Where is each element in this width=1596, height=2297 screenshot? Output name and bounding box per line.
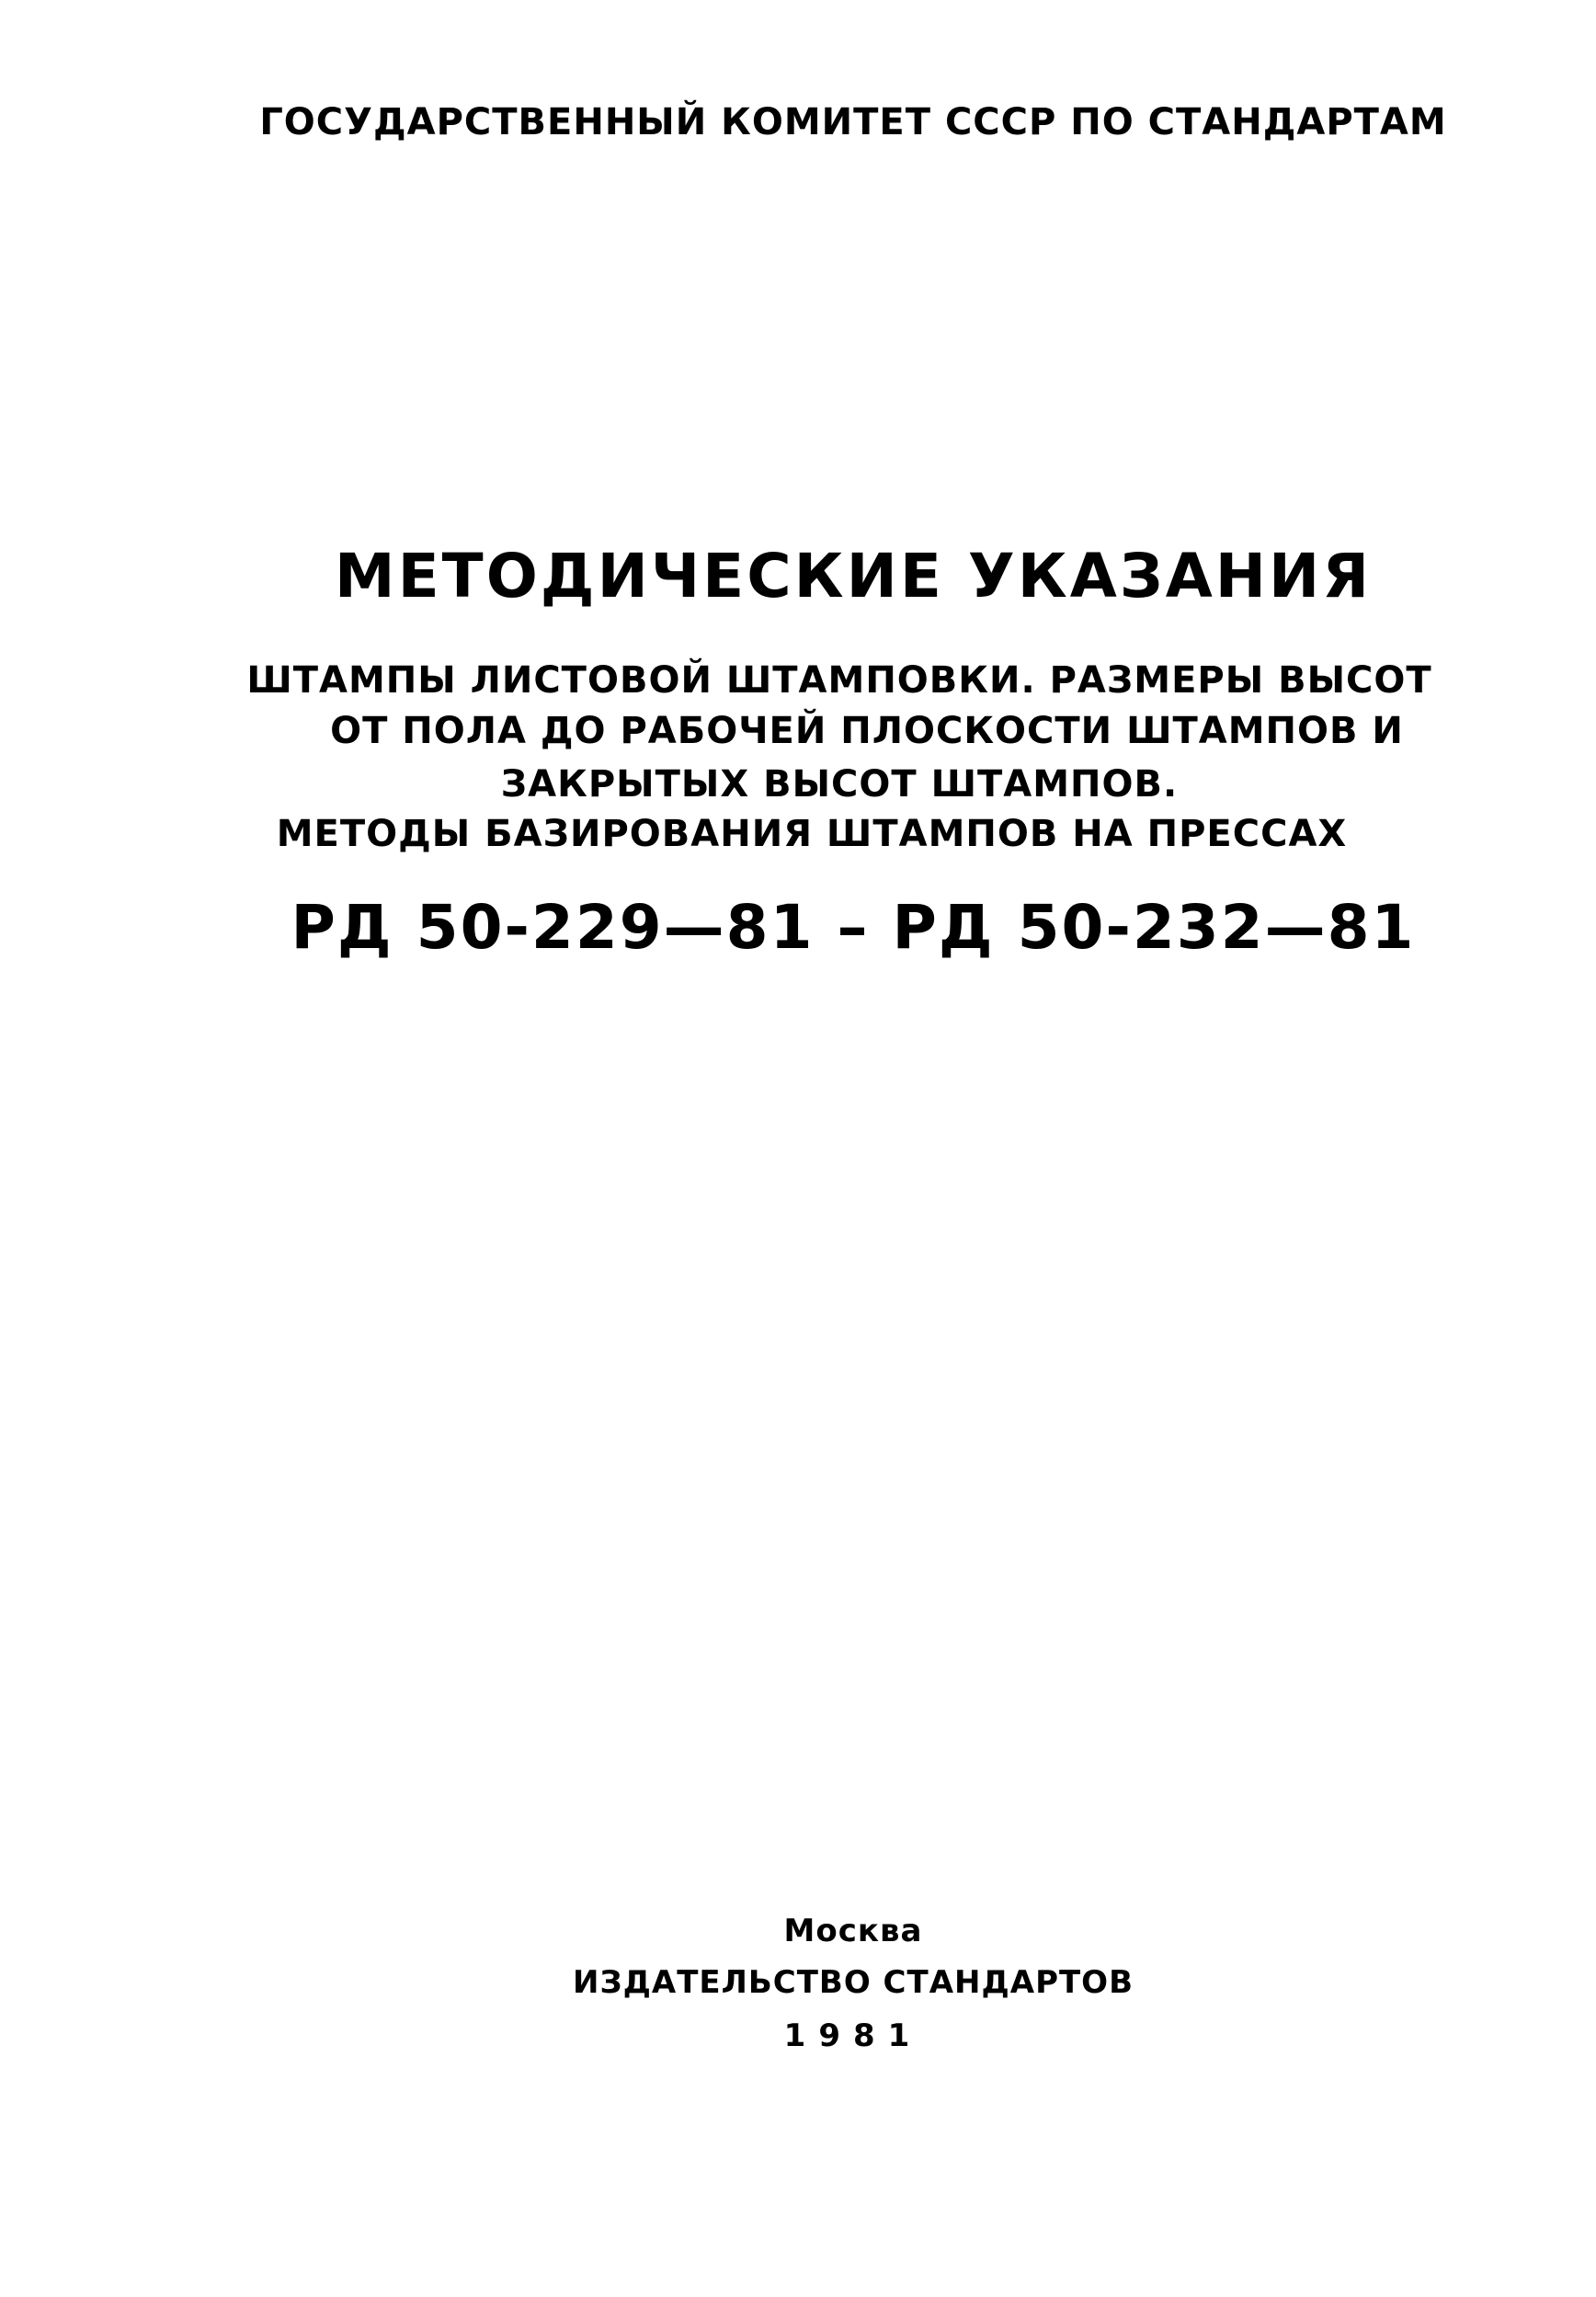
imprint-year: 1981 <box>783 2017 923 2054</box>
imprint-publisher: ИЗДАТЕЛЬСТВО СТАНДАРТОВ <box>572 1964 1134 2001</box>
document-type-title: МЕТОДИЧЕСКИЕ УКАЗАНИЯ <box>334 541 1373 611</box>
subtitle-line-2: ОТ ПОЛА ДО РАБОЧЕЙ ПЛОСКОСТИ ШТАМПОВ И <box>330 710 1404 752</box>
subtitle-line-4: МЕТОДЫ БАЗИРОВАНИЯ ШТАМПОВ НА ПРЕССАХ <box>276 813 1348 855</box>
subtitle-line-1: ШТАМПЫ ЛИСТОВОЙ ШТАМПОВКИ. РАЗМЕРЫ ВЫСОТ <box>246 659 1432 702</box>
committee-heading: ГОСУДАРСТВЕННЫЙ КОМИТЕТ СССР ПО СТАНДАРТАМ <box>259 101 1447 143</box>
imprint-city: Москва <box>783 1913 923 1949</box>
document-number: РД 50-229—81 – РД 50-232—81 <box>291 892 1416 963</box>
subtitle-line-3: ЗАКРЫТЫХ ВЫСОТ ШТАМПОВ. <box>500 763 1179 806</box>
